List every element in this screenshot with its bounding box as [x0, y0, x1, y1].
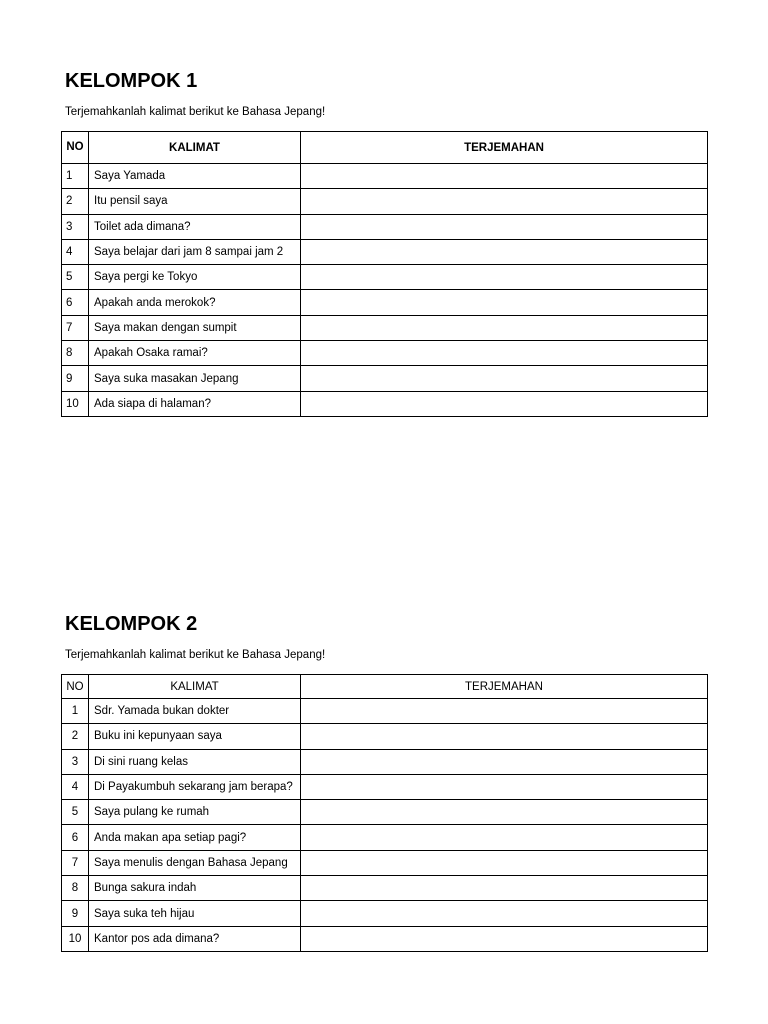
table-row	[62, 901, 708, 926]
row-number: 4	[62, 239, 89, 264]
table-row	[62, 391, 708, 416]
table-row	[62, 800, 708, 825]
row-number: 8	[62, 341, 89, 366]
row-number: 3	[62, 749, 89, 774]
terjemahan-cell[interactable]	[301, 774, 708, 799]
row-number: 1	[62, 164, 89, 189]
table-row	[62, 366, 708, 391]
header-kalimat: KALIMAT	[89, 132, 301, 164]
kalimat-cell: Itu pensil saya	[89, 189, 301, 214]
row-number: 9	[62, 901, 89, 926]
kalimat-cell: Buku ini kepunyaan saya	[89, 724, 301, 749]
terjemahan-cell[interactable]	[301, 239, 708, 264]
kalimat-cell: Saya makan dengan sumpit	[89, 315, 301, 340]
terjemahan-cell[interactable]	[301, 315, 708, 340]
table-body	[62, 164, 708, 417]
terjemahan-cell[interactable]	[301, 290, 708, 315]
row-number: 9	[62, 366, 89, 391]
table-header-row	[62, 132, 708, 164]
kalimat-cell: Saya belajar dari jam 8 sampai jam 2	[89, 239, 301, 264]
table-body	[62, 699, 708, 952]
terjemahan-cell[interactable]	[301, 901, 708, 926]
kalimat-cell: Toilet ada dimana?	[89, 214, 301, 239]
translation-table	[61, 131, 708, 417]
terjemahan-cell[interactable]	[301, 214, 708, 239]
kalimat-cell: Ada siapa di halaman?	[89, 391, 301, 416]
terjemahan-cell[interactable]	[301, 189, 708, 214]
table-row	[62, 239, 708, 264]
table-row	[62, 315, 708, 340]
table-row	[62, 724, 708, 749]
row-number: 5	[62, 265, 89, 290]
table-header-row	[62, 675, 708, 699]
header-kalimat: KALIMAT	[89, 675, 301, 699]
kalimat-cell: Anda makan apa setiap pagi?	[89, 825, 301, 850]
table-row	[62, 926, 708, 951]
terjemahan-cell[interactable]	[301, 926, 708, 951]
header-terjemahan: TERJEMAHAN	[301, 132, 708, 164]
table-row	[62, 164, 708, 189]
table-row	[62, 850, 708, 875]
terjemahan-cell[interactable]	[301, 699, 708, 724]
table-row	[62, 749, 708, 774]
table-row	[62, 876, 708, 901]
terjemahan-cell[interactable]	[301, 164, 708, 189]
kalimat-cell: Saya pulang ke rumah	[89, 800, 301, 825]
kalimat-cell: Apakah anda merokok?	[89, 290, 301, 315]
row-number: 2	[62, 724, 89, 749]
row-number: 5	[62, 800, 89, 825]
row-number: 2	[62, 189, 89, 214]
row-number: 7	[62, 315, 89, 340]
terjemahan-cell[interactable]	[301, 341, 708, 366]
table-row	[62, 341, 708, 366]
section-kelompok-1	[61, 68, 708, 417]
table-row	[62, 214, 708, 239]
kalimat-cell: Saya pergi ke Tokyo	[89, 265, 301, 290]
terjemahan-cell[interactable]	[301, 265, 708, 290]
header-no: NO	[62, 675, 89, 699]
row-number: 7	[62, 850, 89, 875]
terjemahan-cell[interactable]	[301, 825, 708, 850]
translation-table	[61, 674, 708, 952]
kalimat-cell: Saya Yamada	[89, 164, 301, 189]
table-row	[62, 825, 708, 850]
terjemahan-cell[interactable]	[301, 800, 708, 825]
terjemahan-cell[interactable]	[301, 724, 708, 749]
instruction-text: Terjemahkanlah kalimat berikut ke Bahasa Jepang!	[65, 106, 326, 118]
terjemahan-cell[interactable]	[301, 850, 708, 875]
section-kelompok-2	[61, 611, 708, 952]
row-number: 8	[62, 876, 89, 901]
table-row	[62, 699, 708, 724]
kalimat-cell: Apakah Osaka ramai?	[89, 341, 301, 366]
row-number: 1	[62, 699, 89, 724]
kalimat-cell: Kantor pos ada dimana?	[89, 926, 301, 951]
row-number: 6	[62, 290, 89, 315]
kalimat-cell: Saya suka teh hijau	[89, 901, 301, 926]
terjemahan-cell[interactable]	[301, 876, 708, 901]
kalimat-cell: Bunga sakura indah	[89, 876, 301, 901]
terjemahan-cell[interactable]	[301, 366, 708, 391]
kalimat-cell: Di Payakumbuh sekarang jam berapa?	[89, 774, 301, 799]
header-no: NO	[62, 132, 89, 164]
section-title: KELOMPOK 1	[65, 70, 198, 92]
row-number: 4	[62, 774, 89, 799]
row-number: 10	[62, 926, 89, 951]
kalimat-cell: Di sini ruang kelas	[89, 749, 301, 774]
row-number: 3	[62, 214, 89, 239]
table-row	[62, 290, 708, 315]
instruction-text: Terjemahkanlah kalimat berikut ke Bahasa Jepang!	[65, 649, 326, 661]
row-number: 6	[62, 825, 89, 850]
terjemahan-cell[interactable]	[301, 749, 708, 774]
kalimat-cell: Saya menulis dengan Bahasa Jepang	[89, 850, 301, 875]
row-number: 10	[62, 391, 89, 416]
table-row	[62, 265, 708, 290]
section-title: KELOMPOK 2	[65, 613, 198, 635]
terjemahan-cell[interactable]	[301, 391, 708, 416]
header-terjemahan: TERJEMAHAN	[301, 675, 708, 699]
kalimat-cell: Saya suka masakan Jepang	[89, 366, 301, 391]
table-row	[62, 774, 708, 799]
kalimat-cell: Sdr. Yamada bukan dokter	[89, 699, 301, 724]
table-row	[62, 189, 708, 214]
